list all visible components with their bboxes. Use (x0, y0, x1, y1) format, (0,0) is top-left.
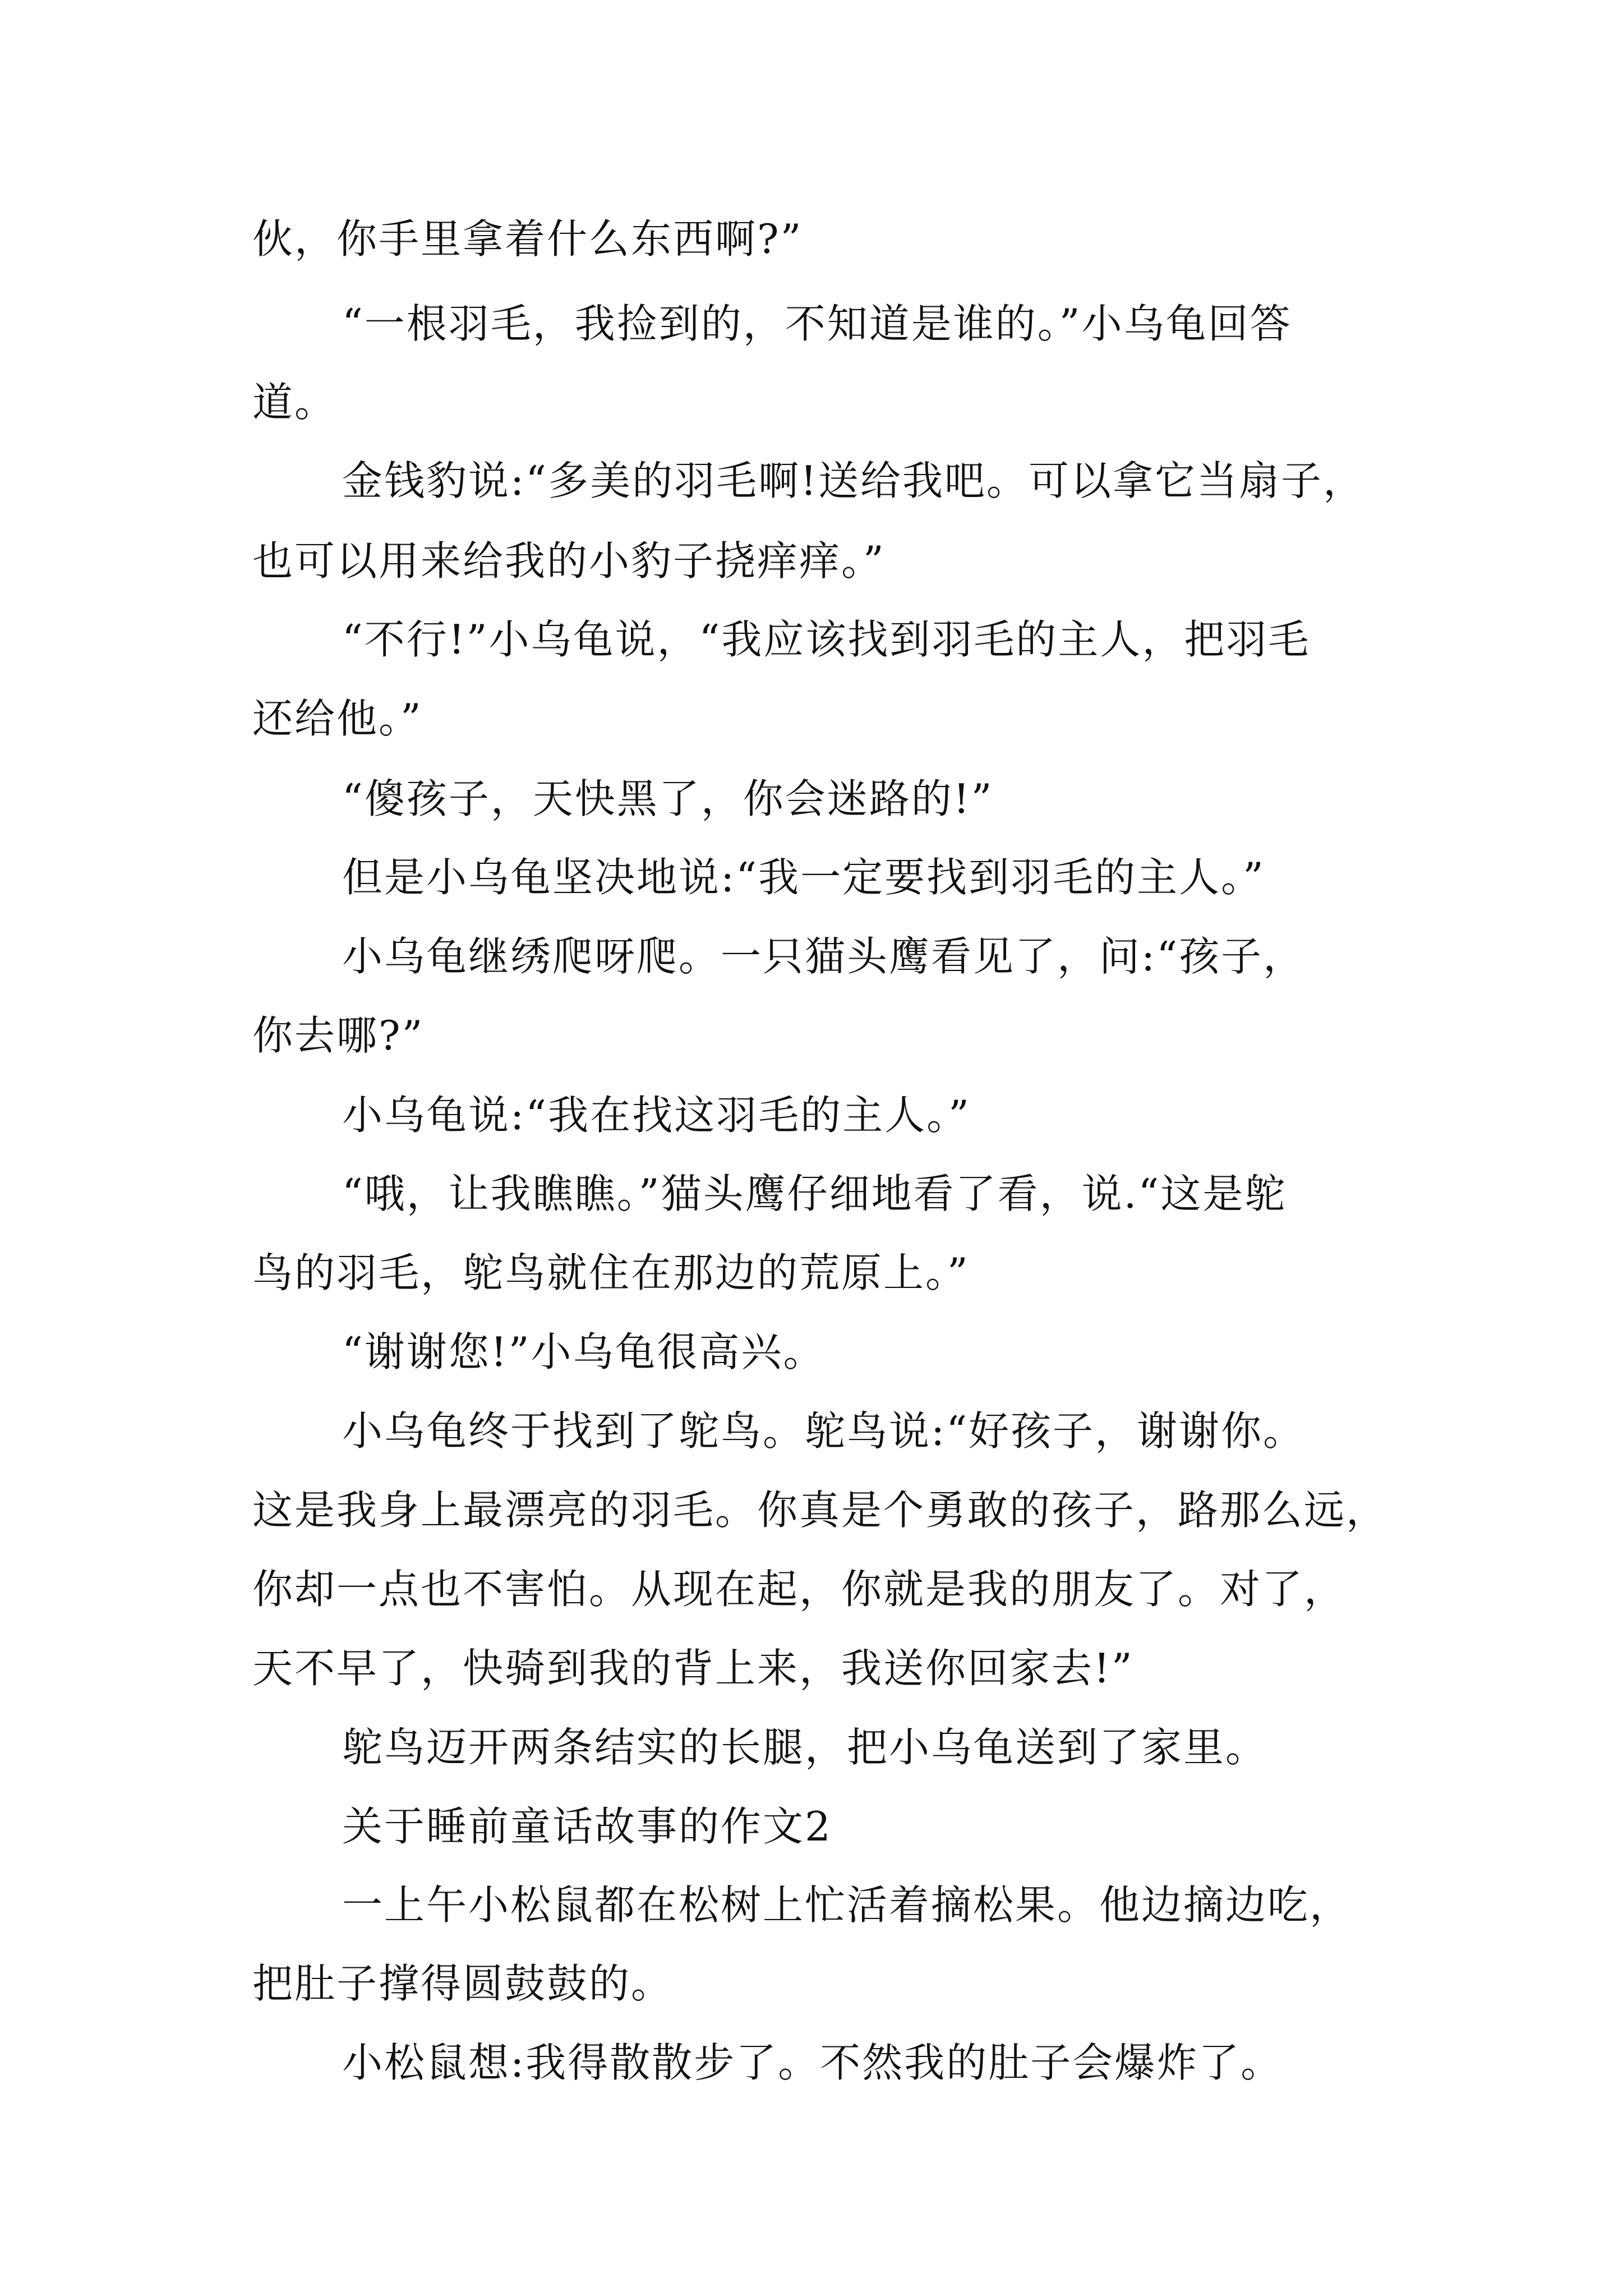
text-line: 小乌龟终于找到了鸵鸟。鸵鸟说:“好孩子，谢谢你。 (342, 1407, 1306, 1455)
text-line: 你去哪?” (252, 1012, 425, 1059)
text-line: “谢谢您!”小乌龟很高兴。 (342, 1328, 826, 1375)
text-line: 鸵鸟迈开两条结实的长腿，把小乌龟送到了家里。 (342, 1724, 1268, 1771)
text-line: 一上午小松鼠都在松树上忙活着摘松果。他边摘边吃， (342, 1881, 1352, 1929)
text-line: 金钱豹说:“多美的羽毛啊!送给我吧。可以拿它当扇子， (342, 457, 1366, 504)
text-line: 还给他。” (252, 695, 423, 742)
text-line: 你却一点也不害怕。从现在起，你就是我的朋友了。对了， (252, 1566, 1347, 1613)
text-line: 小松鼠想:我得散散步了。不然我的肚子会爆炸了。 (342, 2039, 1283, 2086)
text-line: 天不早了，快骑到我的背上来，我送你回家去!” (252, 1645, 1134, 1692)
text-line: 小乌龟继绣爬呀爬。一只猫头鹰看见了，问:“孩子， (342, 933, 1306, 980)
text-line: 也可以用来给我的小豹子挠痒痒。” (252, 537, 886, 585)
text-line: 伙，你手里拿着什么东西啊?” (252, 215, 803, 263)
section-heading: 关于睡前童话故事的作文2 (342, 1803, 832, 1850)
text-line: 道。 (252, 379, 337, 426)
text-line: “不行!”小乌龟说，“我应该找到羽毛的主人，把羽毛 (342, 616, 1311, 663)
text-line: 把肚子撑得圆鼓鼓的。 (252, 1960, 674, 2007)
text-line: “哦，让我瞧瞧。”猫头鹰仔细地看了看，说.“这是鸵 (342, 1170, 1287, 1217)
text-line: “一根羽毛，我捡到的，不知道是谁的。”小乌龟回答 (342, 300, 1292, 347)
text-line: 小乌龟说:“我在找这羽毛的主人。” (342, 1092, 971, 1139)
text-line: 鸟的羽毛，鸵鸟就住在那边的荒原上。” (252, 1249, 970, 1296)
text-line: 但是小乌龟坚决地说:“我一定要找到羽毛的主人。” (342, 854, 1265, 901)
text-line: 这是我身上最漂亮的羽毛。你真是个勇敢的孩子，路那么远， (252, 1487, 1389, 1534)
text-line: “傻孩子，天快黑了，你会迷路的!” (342, 775, 994, 822)
